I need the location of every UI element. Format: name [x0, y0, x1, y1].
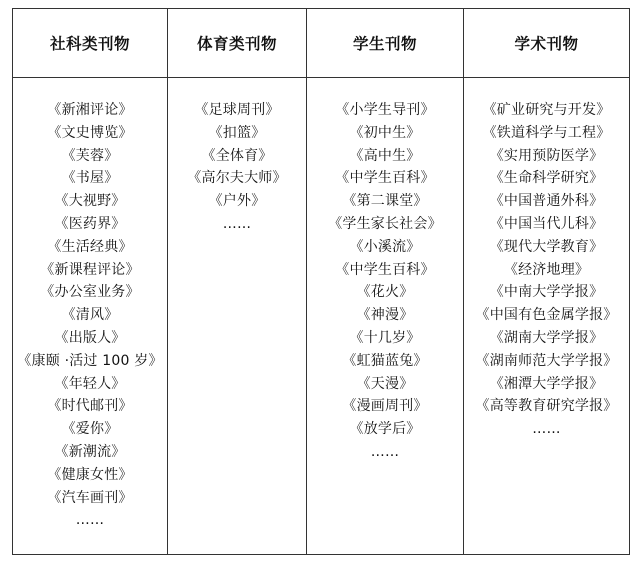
periodical-item: 《出版人》 — [54, 329, 126, 346]
column-social-science — [13, 78, 168, 555]
periodical-item: 《湖南师范大学学报》 — [475, 352, 618, 369]
periodical-item: 《学生家长社会》 — [328, 215, 442, 232]
periodical-item: 《年轻人》 — [54, 375, 126, 392]
periodical-item: 《湘潭大学学报》 — [489, 375, 604, 392]
column-academic — [464, 78, 630, 555]
periodical-item: 《漫画周刊》 — [342, 398, 428, 415]
periodical-item: 《新潮流》 — [54, 443, 126, 460]
periodical-item: 《中学生百科》 — [335, 261, 435, 278]
periodical-item: 《时代邮刊》 — [47, 398, 133, 415]
header-row — [13, 9, 630, 78]
periodical-item: 《生命科学研究》 — [489, 170, 604, 187]
periodical-item: 《中学生百科》 — [335, 170, 435, 187]
periodical-item: 《第二课堂》 — [342, 193, 428, 210]
periodical-item: 《足球周刊》 — [194, 102, 280, 118]
periodicals-table — [12, 8, 630, 555]
periodical-item: 《虹猫蓝兔》 — [342, 352, 428, 369]
column-sports — [168, 78, 307, 555]
periodical-item: 《中国普通外科》 — [489, 193, 604, 210]
header-student: 学生刊物 — [307, 9, 464, 78]
periodical-item: 《全体育》 — [201, 147, 273, 164]
periodical-item: 《放学后》 — [349, 421, 421, 438]
periodical-item: 《文史博览》 — [47, 124, 133, 141]
periodical-item: 《实用预防医学》 — [489, 147, 604, 164]
periodical-item: 《高等教育研究学报》 — [475, 398, 618, 415]
periodical-item: 《办公室业务》 — [40, 284, 140, 301]
periodical-item: 《书屋》 — [61, 170, 119, 187]
periodical-item: 《天漫》 — [356, 375, 414, 392]
column-student — [307, 78, 464, 555]
periodical-item: 《湖南大学学报》 — [489, 329, 604, 346]
periodical-item: 《康颐 ·活过 100 岁》 — [17, 352, 163, 369]
periodical-item: 《中南大学学报》 — [489, 284, 604, 301]
periodical-item: 《新课程评论》 — [40, 261, 140, 278]
periodical-item: 《十几岁》 — [349, 329, 421, 346]
periodical-item: …… — [532, 421, 561, 438]
header-social-science: 社科类刊物 — [13, 9, 168, 78]
periodical-item: 《户外》 — [208, 193, 266, 210]
periodical-item: 《生活经典》 — [47, 238, 133, 255]
periodical-item: 《医药界》 — [54, 215, 126, 232]
periodical-item: 《中国当代儿科》 — [489, 215, 604, 232]
periodical-item: 《清风》 — [61, 307, 119, 324]
header-academic: 学术刊物 — [464, 9, 630, 78]
periodical-item: 《健康女性》 — [47, 466, 133, 483]
periodical-item: 《小溪流》 — [349, 238, 421, 255]
periodical-item: 《矿业研究与开发》 — [482, 102, 611, 118]
periodical-item: 《铁道科学与工程》 — [482, 124, 611, 141]
periodical-item: 《小学生导刊》 — [335, 102, 435, 118]
body-row — [13, 78, 630, 555]
periodical-item: 《高尔夫大师》 — [187, 170, 287, 187]
periodical-item: 《大视野》 — [54, 193, 126, 210]
periodical-item: …… — [222, 215, 252, 232]
periodical-item: 《扣篮》 — [208, 124, 266, 141]
periodical-item: 《新湘评论》 — [47, 102, 133, 118]
periodical-item: 《神漫》 — [356, 307, 414, 324]
periodical-item: …… — [370, 443, 400, 460]
periodical-item: 《花火》 — [356, 284, 414, 301]
periodical-item: 《汽车画刊》 — [47, 489, 133, 506]
periodical-item: 《芙蓉》 — [61, 147, 119, 164]
periodical-item: 《中国有色金属学报》 — [475, 307, 618, 324]
periodical-item: 《现代大学教育》 — [489, 238, 604, 255]
periodical-item: …… — [75, 512, 105, 529]
periodical-item: 《初中生》 — [349, 124, 421, 141]
periodical-item: 《经济地理》 — [503, 261, 590, 278]
header-sports: 体育类刊物 — [168, 9, 307, 78]
periodical-item: 《高中生》 — [349, 147, 421, 164]
periodical-item: 《爱你》 — [61, 421, 119, 438]
